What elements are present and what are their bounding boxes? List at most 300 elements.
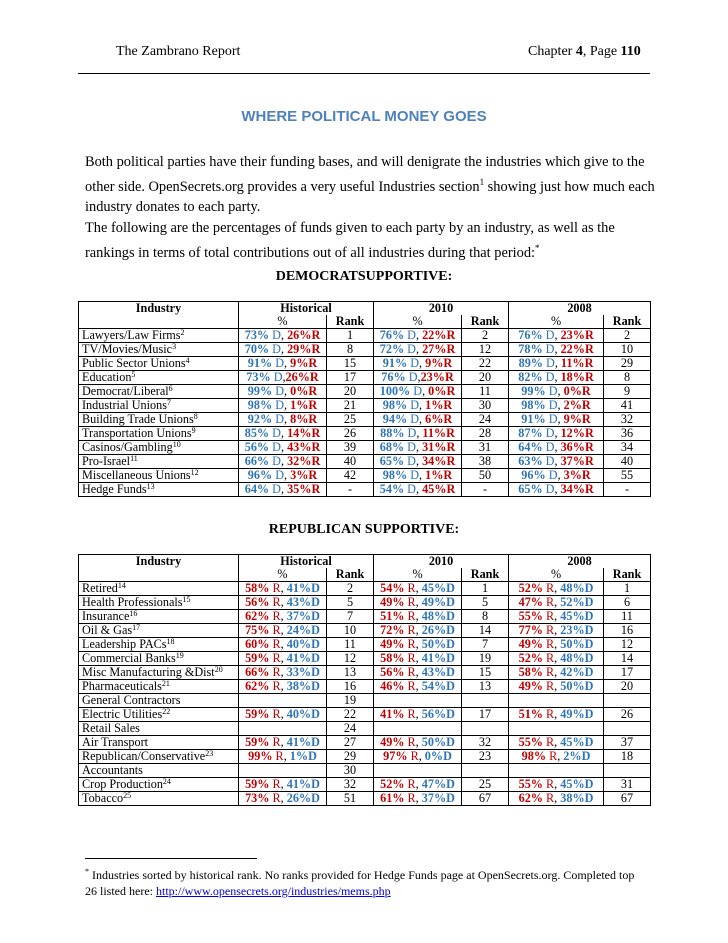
- rank-cell: 17: [462, 708, 509, 722]
- party-percent: 96%: [247, 468, 273, 482]
- party-percent: 43%: [286, 595, 312, 609]
- party-percent: 31%: [422, 440, 447, 454]
- party-percent: 65%: [379, 454, 405, 468]
- table-row: [79, 722, 651, 736]
- party-letter: R: [446, 384, 456, 398]
- party-letter: D: [413, 384, 423, 398]
- rank-cell: 20: [327, 385, 374, 399]
- percent-cell: [239, 708, 327, 722]
- party-percent: 75%: [245, 623, 270, 637]
- industry-name: Transportation Unions: [82, 426, 192, 440]
- percent-cell: [509, 722, 604, 736]
- percent-cell: [509, 652, 604, 666]
- table-row: [79, 371, 651, 385]
- republican-table: [78, 554, 651, 806]
- party-percent: 46%: [380, 679, 405, 693]
- party-percent: 64%: [518, 440, 543, 454]
- party-percent: 76%: [518, 328, 543, 342]
- separator: ,: [280, 440, 288, 454]
- separator: ,: [415, 665, 422, 679]
- party-letter: R: [309, 370, 319, 384]
- separator: ,: [554, 482, 561, 496]
- separator: ,: [554, 637, 561, 651]
- industry-name: Retail Sales: [82, 721, 140, 735]
- table-row: [79, 750, 651, 764]
- party-percent: 26%: [286, 791, 312, 805]
- party-letter: D: [275, 468, 285, 482]
- separator: ,: [557, 749, 564, 763]
- rank-cell: 67: [604, 792, 651, 806]
- party-letter: D: [446, 791, 455, 805]
- party-percent: 73%: [245, 791, 270, 805]
- rank-cell: 29: [327, 750, 374, 764]
- party-percent: 54%: [379, 482, 405, 496]
- footnote-ref: 15: [182, 595, 191, 604]
- party-percent: 37%: [560, 454, 585, 468]
- industry-cell: [79, 708, 239, 722]
- party-percent: 52%: [380, 777, 405, 791]
- separator: ,: [415, 735, 422, 749]
- separator: ,: [417, 370, 421, 384]
- rank-cell: 42: [327, 469, 374, 483]
- percent-cell: [509, 357, 604, 371]
- party-percent: 66%: [245, 665, 270, 679]
- table-row: [79, 329, 651, 343]
- separator: ,: [554, 426, 561, 440]
- separator: ,: [284, 384, 291, 398]
- rank-cell: [604, 694, 651, 708]
- party-letter: R: [311, 454, 321, 468]
- footnote-ref: 7: [166, 398, 171, 407]
- party-percent: 48%: [560, 651, 585, 665]
- party-letter: R: [407, 665, 416, 679]
- rank-cell: 51: [327, 792, 374, 806]
- percent-cell: [509, 455, 604, 469]
- footnote-ref: 25: [123, 791, 132, 800]
- table-row: [79, 469, 651, 483]
- party-percent: 23%: [420, 370, 445, 384]
- rank-cell: 31: [462, 441, 509, 455]
- party-percent: 66%: [244, 454, 270, 468]
- rank-cell: 36: [604, 427, 651, 441]
- rank-cell: 37: [604, 736, 651, 750]
- separator: ,: [415, 707, 422, 721]
- party-percent: 55%: [518, 777, 543, 791]
- table-row: [79, 596, 651, 610]
- industry-cell: [79, 694, 239, 708]
- party-letter: R: [584, 370, 594, 384]
- header-row: [79, 302, 651, 316]
- separator: ,: [554, 356, 561, 370]
- industry-name: Casinos/Gambling: [82, 440, 173, 454]
- rank-header: Rank: [462, 568, 509, 582]
- party-letter: D: [548, 398, 558, 412]
- separator: ,: [280, 595, 287, 609]
- party-percent: 49%: [518, 637, 543, 651]
- party-percent: 29%: [287, 342, 312, 356]
- industry-cell: [79, 399, 239, 413]
- rank-cell: 10: [604, 343, 651, 357]
- industry-name: Misc Manufacturing &Dist: [82, 665, 215, 679]
- party-letter: D: [584, 707, 594, 721]
- industry-cell: [79, 469, 239, 483]
- party-letter: R: [272, 791, 281, 805]
- party-letter: R: [581, 412, 591, 426]
- rank-header: Rank: [462, 315, 509, 329]
- party-letter: D: [584, 623, 594, 637]
- rank-cell: 40: [327, 455, 374, 469]
- industry-name: Retired: [82, 581, 118, 595]
- industry-cell: [79, 750, 239, 764]
- industry-name: Crop Production: [82, 777, 163, 791]
- footnote-ref: 20: [214, 665, 223, 674]
- party-percent: 55%: [518, 609, 543, 623]
- footnote-ref: 22: [162, 707, 171, 716]
- rank-cell: 5: [462, 596, 509, 610]
- percent-cell: [509, 385, 604, 399]
- party-letter: R: [546, 623, 555, 637]
- party-letter: R: [272, 707, 281, 721]
- footnote-ref: 10: [172, 440, 181, 449]
- rank-cell: 21: [327, 399, 374, 413]
- footnote-ref: 3: [172, 342, 177, 351]
- footnote-ref: 6: [168, 384, 173, 393]
- party-percent: 33%: [286, 665, 312, 679]
- party-percent: 70%: [244, 342, 270, 356]
- party-letter: R: [584, 482, 594, 496]
- percent-cell: [509, 638, 604, 652]
- industry-header: Industry: [79, 302, 239, 316]
- subheader-row: [79, 568, 651, 582]
- industry-name: Leadership PACs: [82, 637, 167, 651]
- percent-cell: [509, 483, 604, 497]
- industry-name: Building Trade Unions: [82, 412, 194, 426]
- party-percent: 26%: [421, 623, 447, 637]
- party-percent: 23%: [560, 623, 585, 637]
- party-percent: 49%: [380, 735, 405, 749]
- separator: ,: [280, 651, 287, 665]
- party-letter: D: [311, 679, 320, 693]
- party-letter: R: [584, 440, 594, 454]
- footnote-ref: 8: [193, 412, 198, 421]
- page-title: WHERE POLITICAL MONEY GOES: [241, 108, 487, 125]
- party-letter: D: [410, 356, 420, 370]
- party-letter: D: [545, 342, 555, 356]
- party-letter: D: [308, 749, 317, 763]
- party-letter: D: [443, 749, 452, 763]
- party-letter: R: [407, 637, 416, 651]
- party-percent: 40%: [286, 637, 312, 651]
- rank-cell: 30: [462, 399, 509, 413]
- party-letter: R: [546, 581, 555, 595]
- percent-cell: [374, 399, 462, 413]
- rank-cell: 5: [327, 596, 374, 610]
- party-percent: 72%: [379, 342, 405, 356]
- industry-name: Health Professionals: [82, 595, 183, 609]
- separator: ,: [415, 482, 423, 496]
- party-percent: 64%: [244, 482, 270, 496]
- rank-cell: 1: [604, 582, 651, 596]
- party-letter: R: [272, 679, 281, 693]
- party-percent: 0%: [424, 749, 444, 763]
- party-letter: R: [272, 735, 281, 749]
- party-letter: D: [546, 356, 555, 370]
- footnote-ref: 18: [166, 637, 175, 646]
- party-letter: R: [546, 707, 555, 721]
- party-percent: 49%: [380, 637, 405, 651]
- rank-cell: 24: [462, 413, 509, 427]
- party-letter: D: [272, 342, 281, 356]
- percent-cell: [374, 736, 462, 750]
- party-letter: D: [446, 735, 455, 749]
- party-percent: 2%: [563, 398, 582, 412]
- industry-cell: [79, 343, 239, 357]
- party-letter: D: [410, 468, 420, 482]
- party-percent: 59%: [245, 777, 270, 791]
- industry-name: Hedge Funds: [82, 482, 147, 496]
- year-2008-header: 2008: [509, 302, 651, 316]
- party-percent: 63%: [518, 454, 543, 468]
- party-letter: D: [446, 665, 455, 679]
- rank-cell: 34: [604, 441, 651, 455]
- rank-cell: 27: [327, 736, 374, 750]
- rank-cell: 25: [462, 778, 509, 792]
- party-letter: D: [311, 623, 320, 637]
- percent-cell: [374, 750, 462, 764]
- party-letter: R: [407, 791, 416, 805]
- rank-cell: 26: [604, 708, 651, 722]
- percent-cell: [239, 666, 327, 680]
- percent-cell: [509, 666, 604, 680]
- percent-header: %: [509, 315, 604, 329]
- party-letter: R: [549, 749, 558, 763]
- table-row: [79, 792, 651, 806]
- party-percent: 42%: [560, 665, 585, 679]
- party-letter: D: [446, 707, 455, 721]
- percent-cell: [374, 680, 462, 694]
- separator: ,: [280, 454, 288, 468]
- rank-cell: 55: [604, 469, 651, 483]
- blank-cell: [79, 315, 239, 329]
- percent-cell: [509, 680, 604, 694]
- percent-cell: [239, 764, 327, 778]
- separator: ,: [415, 791, 422, 805]
- industry-name: Air Transport: [82, 735, 149, 749]
- party-letter: R: [446, 440, 456, 454]
- rank-cell: 7: [327, 610, 374, 624]
- percent-cell: [509, 329, 604, 343]
- percent-cell: [509, 778, 604, 792]
- separator: ,: [280, 707, 287, 721]
- party-percent: 100%: [379, 384, 411, 398]
- party-percent: 34%: [422, 454, 447, 468]
- separator: ,: [415, 609, 422, 623]
- party-percent: 26%: [285, 370, 310, 384]
- party-percent: 99%: [248, 749, 273, 763]
- table-row: [79, 610, 651, 624]
- party-letter: R: [443, 356, 453, 370]
- party-percent: 34%: [560, 482, 585, 496]
- party-letter: D: [410, 398, 420, 412]
- party-percent: 43%: [287, 440, 312, 454]
- industry-cell: [79, 385, 239, 399]
- footnote-ref: 4: [185, 356, 190, 365]
- rank-cell: 14: [604, 652, 651, 666]
- rank-cell: 17: [327, 371, 374, 385]
- percent-cell: [239, 343, 327, 357]
- party-letter: D: [446, 623, 455, 637]
- party-letter: D: [545, 328, 555, 342]
- separator: ,: [554, 328, 561, 342]
- party-letter: D: [446, 679, 455, 693]
- separator: ,: [280, 609, 287, 623]
- party-letter: D: [272, 328, 281, 342]
- rank-cell: 8: [462, 610, 509, 624]
- footnote: * Industries sorted by historical rank. No ranks provided for Hedge Funds page at OpenSecrets.org. Completed top 26 listed here: http://www.opensecrets.org/industries/mems.php: [85, 867, 635, 898]
- party-percent: 45%: [560, 735, 585, 749]
- industry-name: Accountants: [82, 763, 143, 777]
- percent-cell: [239, 624, 327, 638]
- party-percent: 26%: [287, 328, 312, 342]
- party-percent: 41%: [286, 651, 312, 665]
- party-percent: 51%: [380, 609, 405, 623]
- separator: ,: [554, 735, 561, 749]
- party-letter: R: [581, 468, 591, 482]
- party-percent: 49%: [560, 707, 585, 721]
- rank-header: Rank: [604, 315, 651, 329]
- party-letter: D: [275, 356, 285, 370]
- industry-cell: [79, 357, 239, 371]
- table-row: [79, 694, 651, 708]
- party-percent: 49%: [380, 595, 405, 609]
- party-percent: 12%: [560, 426, 585, 440]
- party-letter: D: [584, 637, 594, 651]
- percent-cell: [374, 385, 462, 399]
- percent-cell: [509, 441, 604, 455]
- industry-cell: [79, 427, 239, 441]
- table-row: [79, 736, 651, 750]
- party-percent: 60%: [245, 637, 270, 651]
- percent-header: %: [239, 568, 327, 582]
- table-row: [79, 399, 651, 413]
- footnote-ref: 2: [180, 328, 185, 337]
- industry-name: Oil & Gas: [82, 623, 133, 637]
- rank-cell: 24: [327, 722, 374, 736]
- party-percent: 61%: [380, 791, 405, 805]
- separator: ,: [554, 623, 561, 637]
- year-2008-header: 2008: [509, 555, 651, 569]
- party-percent: 91%: [247, 356, 273, 370]
- table-row: [79, 764, 651, 778]
- rank-cell: 20: [604, 680, 651, 694]
- party-percent: 56%: [421, 707, 447, 721]
- percent-cell: [374, 357, 462, 371]
- industry-name: Pro-Israel: [82, 454, 131, 468]
- rank-cell: 40: [604, 455, 651, 469]
- percent-cell: [239, 413, 327, 427]
- party-letter: R: [407, 651, 416, 665]
- separator: ,: [280, 328, 288, 342]
- industry-cell: [79, 371, 239, 385]
- separator: ,: [554, 595, 561, 609]
- rank-cell: [462, 694, 509, 708]
- industry-cell: [79, 736, 239, 750]
- footnote-ref: 14: [117, 581, 126, 590]
- party-percent: 40%: [286, 707, 312, 721]
- separator: ,: [557, 468, 564, 482]
- percent-cell: [374, 413, 462, 427]
- running-header-page: Chapter 4, Page 110: [528, 44, 641, 59]
- industry-cell: [79, 413, 239, 427]
- percent-header: %: [374, 315, 462, 329]
- separator: ,: [554, 665, 561, 679]
- rank-cell: 67: [462, 792, 509, 806]
- percent-cell: [374, 708, 462, 722]
- rank-cell: 14: [462, 624, 509, 638]
- party-percent: 56%: [244, 440, 270, 454]
- separator: ,: [419, 398, 426, 412]
- percent-cell: [239, 329, 327, 343]
- party-percent: 41%: [286, 777, 312, 791]
- party-percent: 48%: [421, 609, 447, 623]
- party-letter: D: [584, 735, 594, 749]
- percent-cell: [509, 610, 604, 624]
- party-letter: D: [584, 595, 594, 609]
- party-percent: 89%: [518, 356, 543, 370]
- party-letter: R: [546, 595, 555, 609]
- separator: ,: [282, 370, 286, 384]
- subheader-row: [79, 315, 651, 329]
- party-letter: R: [311, 440, 321, 454]
- rank-header: Rank: [604, 568, 651, 582]
- rank-cell: 1: [462, 582, 509, 596]
- table-row: [79, 427, 651, 441]
- rank-cell: 13: [462, 680, 509, 694]
- separator: ,: [415, 440, 423, 454]
- party-percent: 65%: [518, 482, 543, 496]
- percent-cell: [374, 624, 462, 638]
- industry-name: Education: [82, 370, 132, 384]
- party-letter: R: [311, 426, 321, 440]
- industry-cell: [79, 722, 239, 736]
- party-letter: R: [407, 609, 416, 623]
- industry-cell: [79, 582, 239, 596]
- party-letter: R: [443, 398, 453, 412]
- percent-cell: [239, 483, 327, 497]
- separator: ,: [415, 454, 423, 468]
- rank-cell: 11: [604, 610, 651, 624]
- opensecrets-link[interactable]: http://www.opensecrets.org/industries/mems.php: [155, 884, 391, 898]
- party-letter: R: [407, 735, 416, 749]
- percent-cell: [239, 385, 327, 399]
- party-letter: R: [546, 637, 555, 651]
- rank-cell: 8: [604, 371, 651, 385]
- rank-cell: 32: [462, 736, 509, 750]
- party-percent: 0%: [428, 384, 447, 398]
- party-percent: 54%: [380, 581, 405, 595]
- party-letter: R: [407, 595, 416, 609]
- industry-name: Republican/Conservative: [82, 749, 206, 763]
- party-percent: 62%: [245, 679, 270, 693]
- separator: ,: [284, 468, 291, 482]
- party-letter: R: [407, 679, 416, 693]
- party-letter: D: [584, 791, 594, 805]
- party-letter: R: [443, 468, 453, 482]
- republican-section-title: REPUBLICAN SUPPORTIVE:: [268, 522, 460, 537]
- intro-paragraph: Both political parties have their funding bases, and will denigrate the industries which give to the other side. OpenSecrets.org provides a very useful Industries section$^1$ showing just how much each industry donates to each party.: [85, 154, 655, 215]
- party-percent: 14%: [287, 426, 312, 440]
- party-percent: 78%: [518, 342, 543, 356]
